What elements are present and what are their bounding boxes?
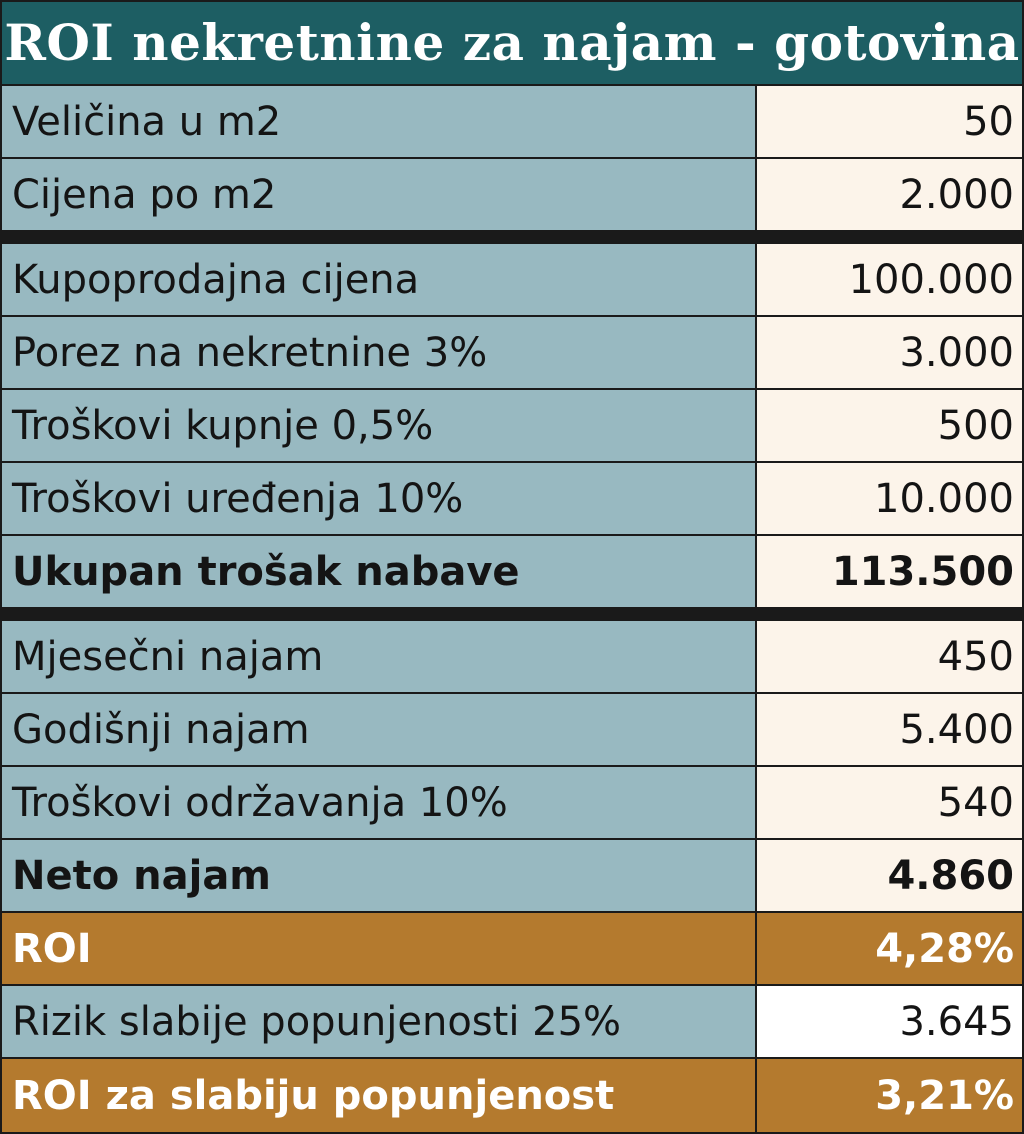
row-label[interactable]: Rizik slabije popunjenosti 25% [2, 986, 755, 1057]
row-value[interactable]: 4.860 [757, 840, 1022, 911]
table-row-total-cost [2, 536, 1022, 607]
row-label[interactable]: Porez na nekretnine 3% [2, 317, 755, 388]
row-label[interactable]: Kupoprodajna cijena [2, 244, 755, 315]
row-value[interactable]: 100.000 [757, 244, 1022, 315]
row-value[interactable]: 50 [757, 86, 1022, 157]
table-row [2, 767, 1022, 838]
row-value[interactable]: 540 [757, 767, 1022, 838]
table-row [2, 244, 1022, 315]
row-label[interactable]: Cijena po m2 [2, 159, 755, 230]
row-label[interactable]: Mjesečni najam [2, 621, 755, 692]
row-value[interactable]: 3.000 [757, 317, 1022, 388]
table-row-net-rent [2, 840, 1022, 911]
row-label[interactable]: Godišnji najam [2, 694, 755, 765]
table-row-roi [2, 913, 1022, 984]
table-row [2, 621, 1022, 692]
row-value[interactable]: 4,28% [757, 913, 1022, 984]
row-label[interactable]: Neto najam [2, 840, 755, 911]
table-row [2, 986, 1022, 1057]
table-row [2, 694, 1022, 765]
row-value[interactable]: 500 [757, 390, 1022, 461]
table-row [2, 463, 1022, 534]
row-value[interactable]: 2.000 [757, 159, 1022, 230]
row-value[interactable]: 3,21% [757, 1059, 1022, 1132]
row-value[interactable]: 10.000 [757, 463, 1022, 534]
row-label[interactable]: Veličina u m2 [2, 86, 755, 157]
table-row [2, 390, 1022, 461]
row-label[interactable]: Troškovi uređenja 10% [2, 463, 755, 534]
row-value[interactable]: 5.400 [757, 694, 1022, 765]
table-row [2, 159, 1022, 230]
row-label[interactable]: ROI [2, 913, 755, 984]
row-label[interactable]: Ukupan trošak nabave [2, 536, 755, 607]
row-label[interactable]: Troškovi kupnje 0,5% [2, 390, 755, 461]
table-row-roi-low-occupancy [2, 1059, 1022, 1132]
table-row [2, 317, 1022, 388]
row-value[interactable]: 450 [757, 621, 1022, 692]
row-value[interactable]: 113.500 [757, 536, 1022, 607]
row-label[interactable]: Troškovi održavanja 10% [2, 767, 755, 838]
row-value[interactable]: 3.645 [757, 986, 1022, 1057]
table-title: ROI nekretnine za najam - gotovina [2, 2, 1022, 84]
table-row [2, 86, 1022, 157]
row-label[interactable]: ROI za slabiju popunjenost [2, 1059, 755, 1132]
